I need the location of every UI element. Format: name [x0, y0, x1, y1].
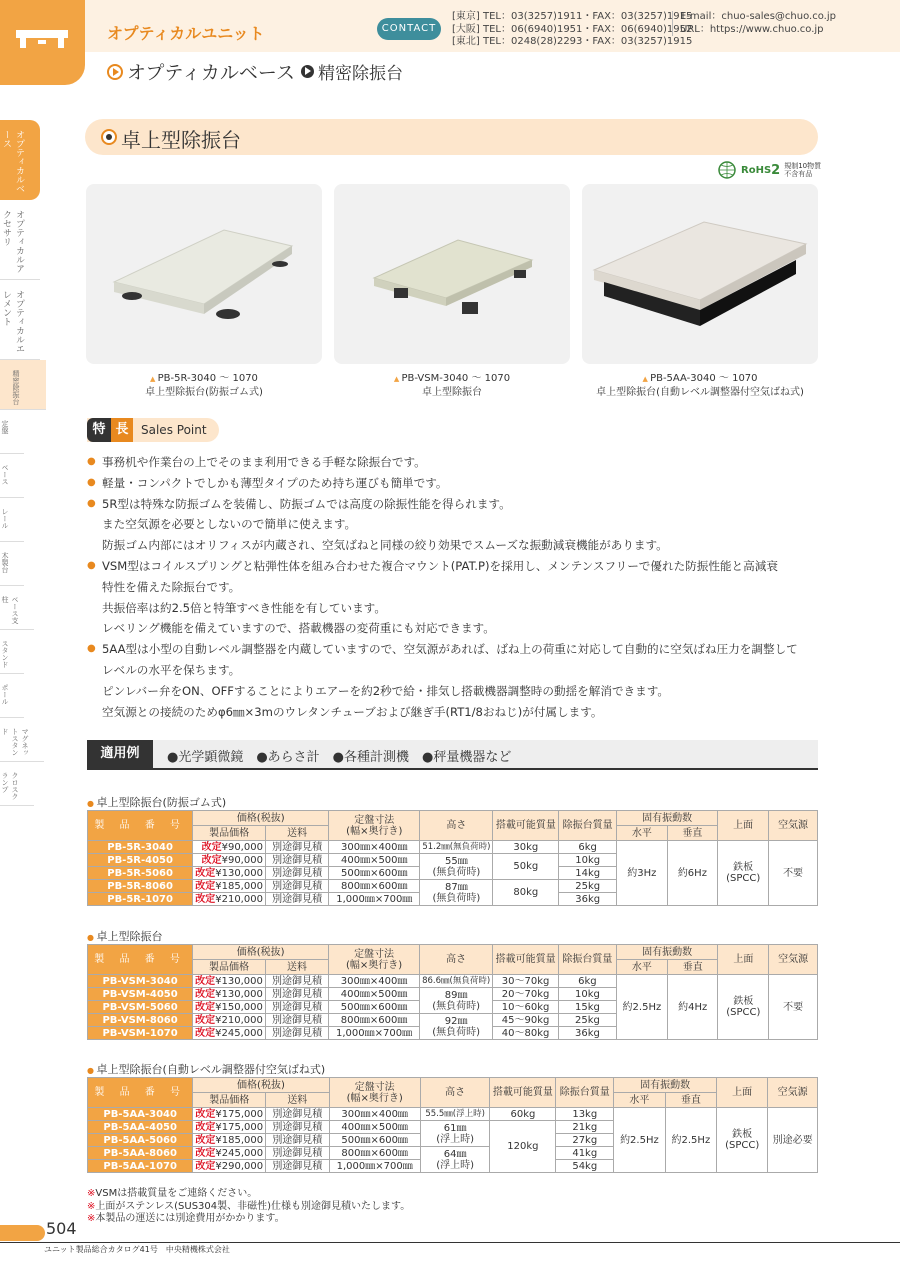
- price-value: ¥130,000: [215, 867, 263, 879]
- table-cell: 別途御見積: [266, 1160, 329, 1173]
- col-part-number: 製 品 番 号: [88, 1078, 193, 1108]
- part-number-cell: PB-5AA-5060: [88, 1134, 193, 1147]
- table-cell: 別途御見積: [266, 1147, 329, 1160]
- table-title: ● 卓上型除振台(自動レベル調整器付空気ばね式): [87, 1061, 325, 1077]
- col-load: 搭載可能質量: [493, 945, 559, 975]
- application-items: ●光学顕微鏡 ●あらさ計 ●各種計測機 ●秤量機器など: [167, 750, 512, 765]
- freq-vertical-cell: 約4Hz: [668, 975, 718, 1040]
- revised-badge: 改定: [195, 1147, 216, 1159]
- table-cell: 1,000㎜×700㎜: [329, 893, 420, 906]
- price-cell: [193, 841, 266, 854]
- table-cell: 500㎜×600㎜: [329, 867, 420, 880]
- col-price: 価格(税抜): [193, 811, 329, 826]
- table-cell: 13kg: [556, 1108, 614, 1121]
- product-photo-5r: [86, 184, 322, 364]
- table-cell: 400㎜×500㎜: [329, 854, 420, 867]
- revised-badge: 改定: [195, 1160, 216, 1172]
- freq-vertical-cell: 約6Hz: [667, 841, 718, 906]
- table-title: ● 卓上型除振台(防振ゴム式): [87, 794, 226, 810]
- height-cell: [420, 1121, 490, 1147]
- table-cell: 別途御見積: [265, 1014, 328, 1027]
- table-cell: 500㎜×600㎜: [329, 1134, 420, 1147]
- table-cell: 500㎜×600㎜: [329, 1001, 420, 1014]
- price-cell: [193, 1001, 266, 1014]
- feature-list: [87, 452, 827, 722]
- revised-badge: 改定: [195, 867, 216, 879]
- height-cell: [420, 988, 493, 1014]
- table-row: [88, 841, 818, 854]
- col-size: [329, 945, 420, 975]
- top-surface-l2: (SPCC): [726, 873, 761, 884]
- height-value: 89㎜: [444, 989, 468, 1001]
- revised-badge: 改定: [195, 1134, 216, 1146]
- price-value: ¥90,000: [221, 841, 263, 853]
- product-photo-vsm: [334, 184, 570, 364]
- table-cell: 30～70kg: [493, 975, 559, 988]
- price-cell: [193, 1108, 266, 1121]
- col-size-l1: 定盤寸法: [354, 948, 395, 960]
- play-circle-icon: [107, 64, 123, 80]
- price-cell: [193, 1027, 266, 1040]
- sidebar-item-rail[interactable]: レール: [0, 498, 24, 542]
- col-vertical: 垂直: [665, 1093, 716, 1108]
- col-top: 上面: [718, 811, 769, 841]
- sidebar-item-precision-table[interactable]: 精密除振台: [0, 360, 46, 410]
- part-number-cell: PB-5R-4050: [88, 854, 193, 867]
- table-cell: 6kg: [559, 841, 617, 854]
- rohs-number: 2: [771, 162, 781, 178]
- sidebar-item-surface-plate[interactable]: 定盤: [0, 410, 24, 454]
- load-cell: 80kg: [493, 880, 559, 906]
- height-cell: [420, 1147, 490, 1173]
- part-number-cell: PB-VSM-3040: [88, 975, 193, 988]
- price-cell: [193, 1147, 266, 1160]
- table-cell: 25kg: [559, 880, 617, 893]
- table-cell: 54kg: [556, 1160, 614, 1173]
- col-load: 搭載可能質量: [490, 1078, 556, 1108]
- col-size-l1: 定盤寸法: [354, 814, 395, 826]
- feature-item: 防振ゴム内部にはオリフィスが内蔵され、空気ばねと同様の絞り効果でスムーズな振動減衰機能があります。: [102, 538, 668, 553]
- col-freq: 固有振動数: [617, 811, 718, 826]
- product-desc: 卓上型除振台: [422, 387, 482, 398]
- col-unit-price: 製品価格: [193, 960, 266, 975]
- table-cell: 14kg: [559, 867, 617, 880]
- table-cell: 36kg: [559, 893, 617, 906]
- height-value: 55㎜: [444, 855, 468, 867]
- price-cell: [193, 1160, 266, 1173]
- col-unit-price: 製品価格: [193, 826, 266, 841]
- feature-item: 空気源との接続のためφ6㎜×3mのウレタンチューブおよび継ぎ手(RT1/8おねじ)が付属します。: [102, 704, 603, 719]
- col-top: 上面: [718, 945, 769, 975]
- rohs-mark: RoHS: [741, 164, 772, 176]
- col-mass: 除振台質量: [559, 945, 617, 975]
- height-value: 64㎜: [443, 1148, 467, 1160]
- price-value: ¥175,000: [215, 1121, 264, 1133]
- col-height: 高さ: [420, 1078, 490, 1108]
- sidebar-item-base[interactable]: ベース: [0, 454, 24, 498]
- price-value: ¥130,000: [215, 975, 263, 987]
- table-cell: 300㎜×400㎜: [329, 841, 420, 854]
- col-price: 価格(税抜): [193, 1078, 329, 1093]
- rohs-note: [784, 162, 821, 178]
- optical-unit-icon: [16, 28, 68, 50]
- height-note: (浮上時): [436, 1133, 475, 1145]
- table-cell: 400㎜×500㎜: [329, 988, 420, 1001]
- part-number-cell: PB-5R-1070: [88, 893, 193, 906]
- part-number-cell: PB-5AA-4050: [88, 1121, 193, 1134]
- category-logo: [0, 0, 85, 85]
- revised-badge: 改定: [195, 880, 216, 892]
- table-cell: 別途御見積: [265, 841, 328, 854]
- note-item: ※ VSMは搭載質量をご連絡ください。: [87, 1188, 410, 1201]
- freq-horizontal-cell: 約3Hz: [617, 841, 668, 906]
- rohs-note-line1: 規制10物質: [784, 162, 822, 170]
- revised-badge: 改定: [201, 854, 222, 866]
- spec-table-vsm: [87, 944, 818, 1040]
- part-number-cell: PB-5AA-8060: [88, 1147, 193, 1160]
- product-desc: 卓上型除振台(自動レベル調整器付空気ばね式): [596, 387, 804, 398]
- sidebar-item-wood-stand[interactable]: 木製台: [0, 542, 24, 586]
- price-value: ¥245,000: [215, 1147, 264, 1159]
- col-vertical: 垂直: [667, 826, 718, 841]
- price-cell: [193, 893, 266, 906]
- office-tokyo: [東京] TEL：03(3257)1911・FAX：03(3257)1915: [452, 11, 693, 22]
- table-cell: 86.6㎜(無負荷時): [420, 975, 493, 988]
- part-number-cell: PB-5AA-3040: [88, 1108, 193, 1121]
- table-cell: 別途御見積: [265, 1027, 328, 1040]
- part-number-cell: PB-VSM-8060: [88, 1014, 193, 1027]
- freq-horizontal-cell: 約2.5Hz: [616, 975, 667, 1040]
- price-cell: [193, 988, 266, 1001]
- height-cell: [420, 880, 493, 906]
- price-cell: [193, 1121, 266, 1134]
- price-value: ¥290,000: [215, 1160, 264, 1172]
- col-shipping: 送料: [265, 826, 328, 841]
- part-number-cell: PB-5R-3040: [88, 841, 193, 854]
- price-cell: [193, 1014, 266, 1027]
- breadcrumb-sub-wrap: [301, 59, 403, 84]
- feature-item: 共振倍率は約2.5倍と特筆すべき性能を有しています。: [102, 600, 386, 615]
- table-cell: 6kg: [559, 975, 617, 988]
- col-mass: 除振台質量: [559, 811, 617, 841]
- rohs-badge: [717, 160, 821, 180]
- price-value: ¥150,000: [215, 1001, 263, 1013]
- height-value: 61㎜: [443, 1122, 467, 1134]
- col-height: 高さ: [420, 811, 493, 841]
- col-size-l2: (幅×奥行き): [346, 825, 403, 837]
- sidebar-item-magnet-stand[interactable]: マグネットスタンド: [0, 718, 44, 762]
- brand-title: オプティカルユニット: [107, 24, 265, 43]
- height-note: (無負荷時): [432, 892, 481, 904]
- sidebar-item-stand[interactable]: スタンド: [0, 630, 24, 674]
- price-value: ¥185,000: [215, 880, 263, 892]
- table-cell: 別途御見積: [265, 854, 328, 867]
- email-link[interactable]: E-mail：chuo-sales@chuo.co.jp: [680, 11, 836, 22]
- revised-badge: 改定: [195, 1121, 216, 1133]
- spec-table-5r: [87, 810, 818, 906]
- part-number-cell: PB-5R-5060: [88, 867, 193, 880]
- col-freq: 固有振動数: [616, 945, 718, 960]
- col-size: [329, 1078, 420, 1108]
- price-cell: [193, 854, 266, 867]
- load-cell: 50kg: [493, 854, 559, 880]
- height-cell: [420, 1014, 493, 1040]
- col-shipping: 送料: [266, 1093, 329, 1108]
- breadcrumb: [107, 58, 403, 85]
- table-cell: 800㎜×600㎜: [329, 1147, 420, 1160]
- col-shipping: 送料: [265, 960, 328, 975]
- application-label: 適用例: [87, 740, 153, 768]
- revised-badge: 改定: [195, 975, 216, 987]
- price-value: ¥210,000: [215, 893, 263, 905]
- page-tab: [0, 1225, 45, 1241]
- height-note: (浮上時): [436, 1159, 475, 1171]
- freq-vertical-cell: 約2.5Hz: [665, 1108, 716, 1173]
- table-cell: 別途御見積: [265, 1001, 328, 1014]
- sidebar: [0, 120, 56, 806]
- sales-point-label: Sales Point: [141, 423, 207, 437]
- feature-item: レベリング機能を備えていますので、搭載機器の変荷重にも対応できます。: [102, 621, 495, 636]
- table-cell: 300㎜×400㎜: [329, 1108, 420, 1121]
- price-value: ¥210,000: [215, 1014, 263, 1026]
- col-air: 空気源: [768, 1078, 818, 1108]
- table-cell: 別途御見積: [265, 867, 328, 880]
- col-price: 価格(税抜): [193, 945, 329, 960]
- product-model: ▲ PB-VSM-3040 ～ 1070: [334, 372, 570, 386]
- part-number-cell: PB-VSM-1070: [88, 1027, 193, 1040]
- spec-table-5aa: [87, 1077, 818, 1173]
- web-contacts: [672, 11, 836, 36]
- table-cell: 20～70kg: [493, 988, 559, 1001]
- office-tohoku: [東北] TEL：0248(28)2293・FAX：03(3257)1915: [452, 36, 693, 47]
- play-circle-icon: [301, 65, 314, 78]
- feature-label-a: 特: [87, 418, 111, 442]
- table-cell: 15kg: [559, 1001, 617, 1014]
- feature-item: また空気源を必要としないので簡単に使えます。: [102, 517, 357, 532]
- revised-badge: 改定: [195, 1014, 216, 1026]
- height-value: 87㎜: [444, 881, 468, 893]
- col-mass: 除振台質量: [556, 1078, 614, 1108]
- table-cell: 1,000㎜×700㎜: [329, 1160, 420, 1173]
- top-surface-cell: [718, 841, 769, 906]
- height-cell: [420, 854, 493, 880]
- top-surface-cell: [717, 1108, 768, 1173]
- table-row: [88, 1108, 818, 1121]
- feature-item: 特性を備えた除振台です。: [102, 579, 241, 594]
- col-air: 空気源: [769, 945, 818, 975]
- top-surface-l2: (SPCC): [726, 1007, 761, 1018]
- freq-horizontal-cell: 約2.5Hz: [614, 1108, 665, 1173]
- feature-label-b: 長: [111, 418, 133, 442]
- table-cell: 別途御見積: [266, 1108, 329, 1121]
- revised-badge: 改定: [195, 893, 216, 905]
- col-air: 空気源: [769, 811, 818, 841]
- col-horizontal: 水平: [617, 826, 668, 841]
- footer: ユニット製品総合カタログ41号 中央精機株式会社: [0, 1242, 900, 1257]
- table-cell: 27kg: [556, 1134, 614, 1147]
- col-freq: 固有振動数: [614, 1078, 717, 1093]
- price-value: ¥90,000: [221, 854, 263, 866]
- revised-badge: 改定: [195, 1108, 216, 1120]
- revised-badge: 改定: [201, 841, 222, 853]
- col-load: 搭載可能質量: [493, 811, 559, 841]
- part-number-cell: PB-5R-8060: [88, 880, 193, 893]
- feature-item: ピンレバー弁をON、OFFすることによりエアーを約2秒で給・排気し搭載機器調整時の動揺を解消できます。: [102, 683, 669, 698]
- sidebar-item-pole[interactable]: ポール: [0, 674, 24, 718]
- table-cell: 10～60kg: [493, 1001, 559, 1014]
- breadcrumb-sub[interactable]: 精密除振台: [317, 64, 403, 84]
- col-size-l2: (幅×奥行き): [346, 1092, 403, 1104]
- table-cell: 800㎜×600㎜: [329, 1014, 420, 1027]
- product-caption-5r: [86, 372, 322, 400]
- height-note: (無負荷時): [432, 1026, 481, 1038]
- product-caption-vsm: [334, 372, 570, 400]
- col-size-l2: (幅×奥行き): [345, 959, 403, 971]
- col-horizontal: 水平: [614, 1093, 665, 1108]
- top-surface-l1: 鉄板: [733, 862, 754, 873]
- sidebar-item-optical-base[interactable]: オプティカルベース: [0, 120, 40, 200]
- table-row: [88, 975, 818, 988]
- part-number-cell: PB-5AA-1070: [88, 1160, 193, 1173]
- sidebar-item-base-post[interactable]: ベース支柱: [0, 586, 34, 630]
- col-vertical: 垂直: [668, 960, 718, 975]
- col-size-l1: 定盤寸法: [354, 1081, 395, 1093]
- top-surface-l1: 鉄板: [732, 1129, 753, 1140]
- table-cell: 51.2㎜(無負荷時): [420, 841, 493, 854]
- note-item: ※ 上面がステンレス(SUS304製、非磁性)仕様も別途御見積いたします。: [87, 1201, 410, 1214]
- table-cell: 21kg: [556, 1121, 614, 1134]
- col-height: 高さ: [420, 945, 493, 975]
- table-cell: 25kg: [559, 1014, 617, 1027]
- contact-badge[interactable]: CONTACT: [377, 18, 441, 40]
- top-surface-l1: 鉄板: [733, 996, 754, 1007]
- sidebar-item-optical-accessory[interactable]: オプティカルアクセサリ: [0, 200, 40, 280]
- air-source-cell: 別途必要: [768, 1108, 818, 1173]
- table-title: ● 卓上型除振台: [87, 928, 163, 944]
- table-cell: 別途御見積: [266, 1134, 329, 1147]
- height-note: (無負荷時): [432, 866, 481, 878]
- table-cell: 30kg: [493, 841, 559, 854]
- feature-item: ● 軽量・コンパクトでしかも薄型タイプのため持ち運びも簡単です。: [87, 473, 827, 494]
- col-horizontal: 水平: [616, 960, 667, 975]
- url-link[interactable]: URL：https://www.chuo.co.jp: [680, 23, 824, 35]
- office-osaka: [大阪] TEL：06(6940)1951・FAX：06(6940)1952: [452, 23, 693, 35]
- revised-badge: 改定: [195, 1027, 216, 1039]
- col-part-number: 製 品 番 号: [88, 811, 193, 841]
- section-title: 卓上型除振台: [121, 128, 241, 152]
- feature-item: ● VSM型はコイルスプリングと粘弾性体を組み合わせた複合マウント(PAT.P)を採用し、メンテンスフリーで優れた防振性能と高減衰: [87, 556, 827, 577]
- table-cell: 別途御見積: [265, 880, 328, 893]
- col-part-number: 製 品 番 号: [88, 945, 193, 975]
- feature-item: ● 5AA型は小型の自動レベル調整器を内蔵していますので、空気源があれば、ばね上の荷重に対応して自動的に空気ばね圧力を調整して: [87, 639, 827, 660]
- table-cell: 別途御見積: [265, 893, 328, 906]
- table-cell: 別途御見積: [266, 1121, 329, 1134]
- revised-badge: 改定: [195, 1001, 216, 1013]
- table-cell: 45～90kg: [493, 1014, 559, 1027]
- price-cell: [193, 1134, 266, 1147]
- col-size: [329, 811, 420, 841]
- part-number-cell: PB-VSM-5060: [88, 1001, 193, 1014]
- product-desc: 卓上型除振台(防振ゴム式): [145, 387, 263, 398]
- globe-leaf-icon: [717, 160, 739, 180]
- table-cell: 40～80kg: [493, 1027, 559, 1040]
- notes: [87, 1188, 410, 1226]
- office-contacts: [452, 11, 692, 49]
- height-value: 92㎜: [444, 1015, 468, 1027]
- table-cell: 800㎜×600㎜: [329, 880, 420, 893]
- table-cell: 55.5㎜(浮上時): [420, 1108, 490, 1121]
- note-item: ※ 本製品の運送には別途費用がかかります。: [87, 1213, 410, 1226]
- price-value: ¥175,000: [215, 1108, 264, 1120]
- price-cell: [193, 880, 266, 893]
- feature-item: ● 事務机や作業台の上でそのまま利用できる手軽な除振台です。: [87, 452, 827, 473]
- feature-item: ● 5R型は特殊な防振ゴムを装備し、防振ゴムでは高度の除振性能を得られます。: [87, 494, 827, 515]
- product-model: ▲ PB-5R-3040 ～ 1070: [86, 372, 322, 386]
- product-model: ▲ PB-5AA-3040 ～ 1070: [582, 372, 818, 386]
- feature-item: レベルの水平を保ちます。: [102, 662, 241, 677]
- section-title-bar: [85, 119, 818, 155]
- page-number: 504: [46, 1219, 77, 1238]
- price-value: ¥130,000: [215, 988, 263, 1000]
- top-surface-cell: [718, 975, 769, 1040]
- table-cell: 別途御見積: [265, 975, 328, 988]
- price-cell: [193, 975, 266, 988]
- application-bar: [87, 740, 818, 770]
- breadcrumb-main[interactable]: オプティカルベース: [127, 62, 295, 84]
- revised-badge: 改定: [195, 988, 216, 1000]
- bullet-icon: [101, 129, 117, 145]
- price-value: ¥185,000: [215, 1134, 264, 1146]
- table-cell: 41kg: [556, 1147, 614, 1160]
- air-source-cell: 不要: [769, 975, 818, 1040]
- table-cell: 別途御見積: [265, 988, 328, 1001]
- part-number-cell: PB-VSM-4050: [88, 988, 193, 1001]
- load-cell: 120kg: [490, 1121, 556, 1173]
- product-photo-5aa: [582, 184, 818, 364]
- table-cell: 60kg: [490, 1108, 556, 1121]
- price-cell: [193, 867, 266, 880]
- table-cell: 10kg: [559, 988, 617, 1001]
- sidebar-item-cross-clamp[interactable]: クロスクランプ: [0, 762, 34, 806]
- air-source-cell: 不要: [769, 841, 818, 906]
- table-cell: 10kg: [559, 854, 617, 867]
- table-cell: 400㎜×500㎜: [329, 1121, 420, 1134]
- col-top: 上面: [717, 1078, 768, 1108]
- sidebar-item-optical-element[interactable]: オプティカルエレメント: [0, 280, 40, 360]
- table-cell: 300㎜×400㎜: [329, 975, 420, 988]
- col-unit-price: 製品価格: [193, 1093, 266, 1108]
- price-value: ¥245,000: [215, 1027, 263, 1039]
- top-surface-l2: (SPCC): [725, 1140, 760, 1151]
- table-cell: 1,000㎜×700㎜: [329, 1027, 420, 1040]
- sales-point-header: [87, 418, 219, 442]
- height-note: (無負荷時): [432, 1000, 481, 1012]
- rohs-note-line2: 不含有品: [784, 170, 813, 178]
- table-cell: 36kg: [559, 1027, 617, 1040]
- product-caption-5aa: [582, 372, 818, 400]
